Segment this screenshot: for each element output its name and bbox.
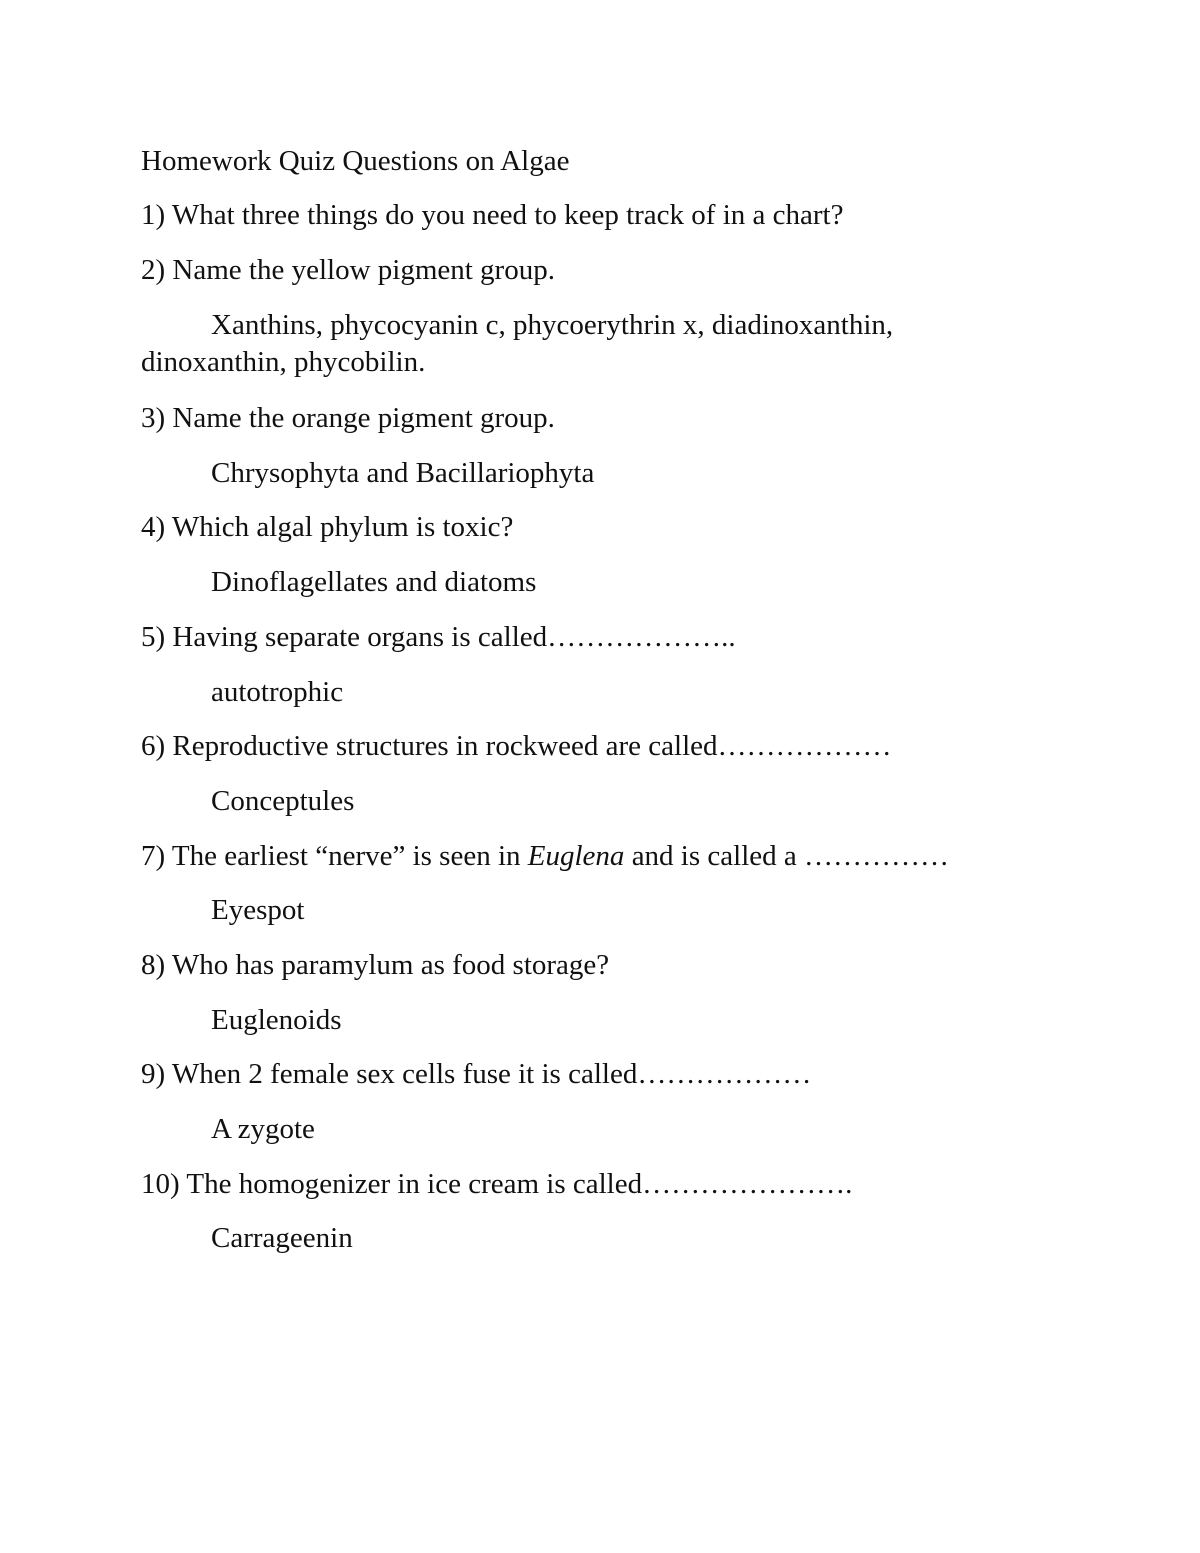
answer-6: Conceptules: [211, 785, 355, 817]
question-3: 3) Name the orange pigment group.: [141, 402, 555, 434]
answer-10: Carrageenin: [211, 1222, 353, 1254]
answer-4: Dinoflagellates and diatoms: [211, 566, 537, 598]
question-7-text-before: 7) The earliest “nerve” is seen in: [141, 840, 528, 872]
question-4: 4) Which algal phylum is toxic?: [141, 511, 514, 543]
answer-2-line-2: dinoxanthin, phycobilin.: [141, 346, 426, 378]
answer-2-line-1: Xanthins, phycocyanin c, phycoerythrin x, diadinoxanthin,: [211, 309, 894, 341]
answer-7: Eyespot: [211, 894, 305, 926]
question-8: 8) Who has paramylum as food storage?: [141, 949, 610, 981]
answer-8: Euglenoids: [211, 1004, 342, 1036]
question-6: 6) Reproductive structures in rockweed are called………………: [141, 730, 892, 762]
question-5: 5) Having separate organs is called………………..: [141, 621, 736, 653]
answer-9: A zygote: [211, 1113, 315, 1145]
question-7-italic-term: Euglena: [527, 840, 625, 872]
question-7-text-after: and is called a ……………: [624, 840, 950, 872]
question-1: 1) What three things do you need to keep track of in a chart?: [141, 199, 844, 231]
question-7: [141, 838, 949, 874]
document-title: Homework Quiz Questions on Algae: [141, 145, 570, 177]
question-10: 10) The homogenizer in ice cream is called………………….: [141, 1168, 853, 1200]
question-2: 2) Name the yellow pigment group.: [141, 254, 555, 286]
question-9: 9) When 2 female sex cells fuse it is called………………: [141, 1058, 812, 1090]
answer-5: autotrophic: [211, 676, 344, 708]
answer-3: Chrysophyta and Bacillariophyta: [211, 457, 595, 489]
